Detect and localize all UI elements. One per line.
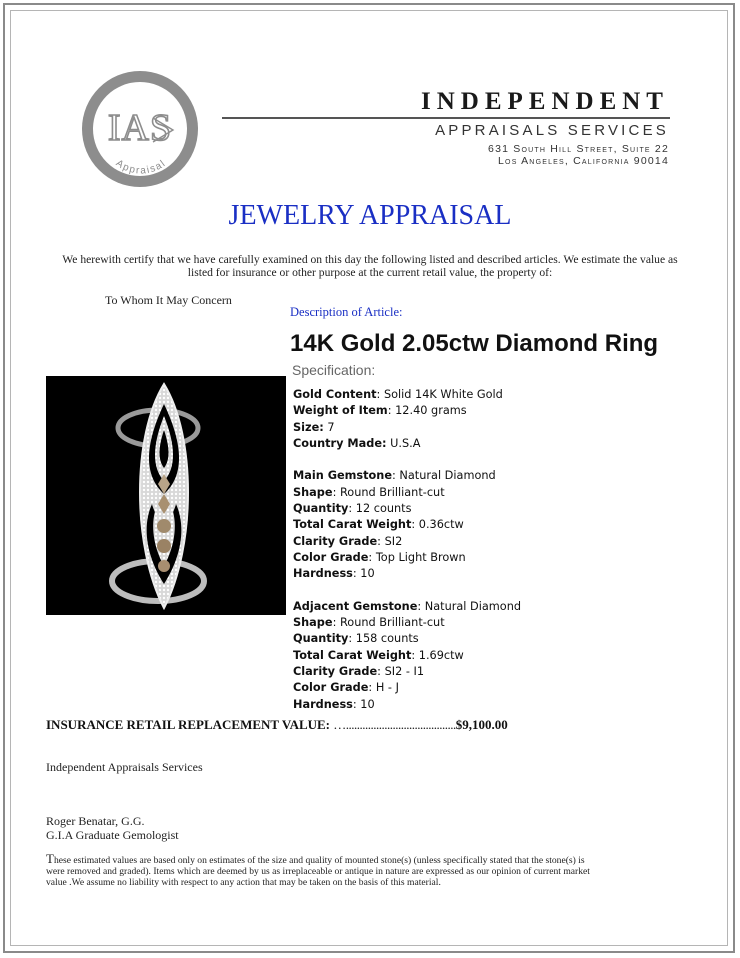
document-title: JEWELRY APPRAISAL	[228, 200, 512, 231]
company-subtitle: APPRAISALS SERVICES	[435, 122, 669, 139]
disclaimer-text: hese estimated values are based only on estimates of the size and quality of mounted stone(s) (unless specifically stated that the stone(s) is were removed and graded). Items which are deemed by us as irreplaceable or antique in nature are expressed as our opinion of current market value .We assume no liability with respect to any action that may be taken on the basis of this material.	[46, 855, 590, 889]
logo-arc-text: Appraisal	[113, 157, 169, 177]
signer-title: G.I.A Graduate Gemologist	[46, 828, 179, 842]
spec-adjacent-quantity: Quantity: 158 counts	[293, 632, 419, 646]
header-divider	[222, 117, 670, 119]
spec-weight: Weight of Item: 12.40 grams	[293, 404, 467, 418]
ring-photo	[46, 376, 286, 615]
disclaimer-initial: T	[46, 851, 54, 866]
spec-main-shape: Shape: Round Brilliant-cut	[293, 485, 445, 499]
ias-logo	[79, 68, 201, 190]
spec-main-quantity: Quantity: 12 counts	[293, 502, 412, 516]
insurance-value-line	[46, 717, 508, 733]
spec-main-color: Color Grade: Top Light Brown	[293, 550, 466, 564]
spec-gold-content: Gold Content: Solid 14K White Gold	[293, 388, 503, 401]
spec-main-carat: Total Carat Weight: 0.36ctw	[293, 518, 464, 532]
spec-main-clarity: Clarity Grade: SI2	[293, 534, 403, 548]
certification-intro: We herewith certify that we have carefully examined on this day the following listed and described articles. We estimate the value as listed for insurance or other purpose at the current retail value, the property of:	[62, 253, 678, 279]
company-address-line2: Los Angeles, California 90014	[498, 155, 669, 167]
spec-adjacent-carat: Total Carat Weight: 1.69ctw	[293, 648, 464, 662]
spec-size: Size: 7	[293, 420, 335, 434]
insurance-label: INSURANCE RETAIL REPLACEMENT VALUE:	[46, 717, 331, 732]
signer-name: Roger Benatar, G.G.	[46, 814, 145, 828]
spec-country: Country Made: U.S.A	[293, 436, 421, 450]
spec-main-gemstone: Main Gemstone: Natural Diamond	[293, 469, 496, 483]
company-address-line1: 631 South Hill Street, Suite 22	[488, 143, 669, 155]
spec-adjacent-clarity: Clarity Grade: SI2 - I1	[293, 665, 425, 679]
recipient: To Whom It May Concern	[105, 293, 232, 307]
disclaimer	[46, 853, 601, 889]
logo-letters: IAS	[107, 107, 173, 149]
specification-list	[293, 387, 521, 713]
article-title: 14K Gold 2.05ctw Diamond Ring	[290, 330, 659, 357]
signature-company: Independent Appraisals Services	[46, 760, 203, 774]
specification-label: Specification:	[292, 362, 376, 378]
signer-block	[46, 814, 179, 842]
spec-adjacent-shape: Shape: Round Brilliant-cut	[293, 616, 445, 630]
spec-adjacent-hardness: Hardness: 10	[293, 697, 375, 711]
insurance-amount: $9,100.00	[455, 717, 508, 732]
spec-adjacent-gemstone: Adjacent Gemstone: Natural Diamond	[293, 599, 522, 613]
insurance-leader-dots: …........................................	[333, 717, 456, 732]
description-label: Description of Article:	[290, 305, 403, 319]
company-name: INDEPENDENT	[421, 88, 669, 115]
spec-adjacent-color: Color Grade: H - J	[293, 681, 399, 695]
spec-main-hardness: Hardness: 10	[293, 567, 375, 581]
